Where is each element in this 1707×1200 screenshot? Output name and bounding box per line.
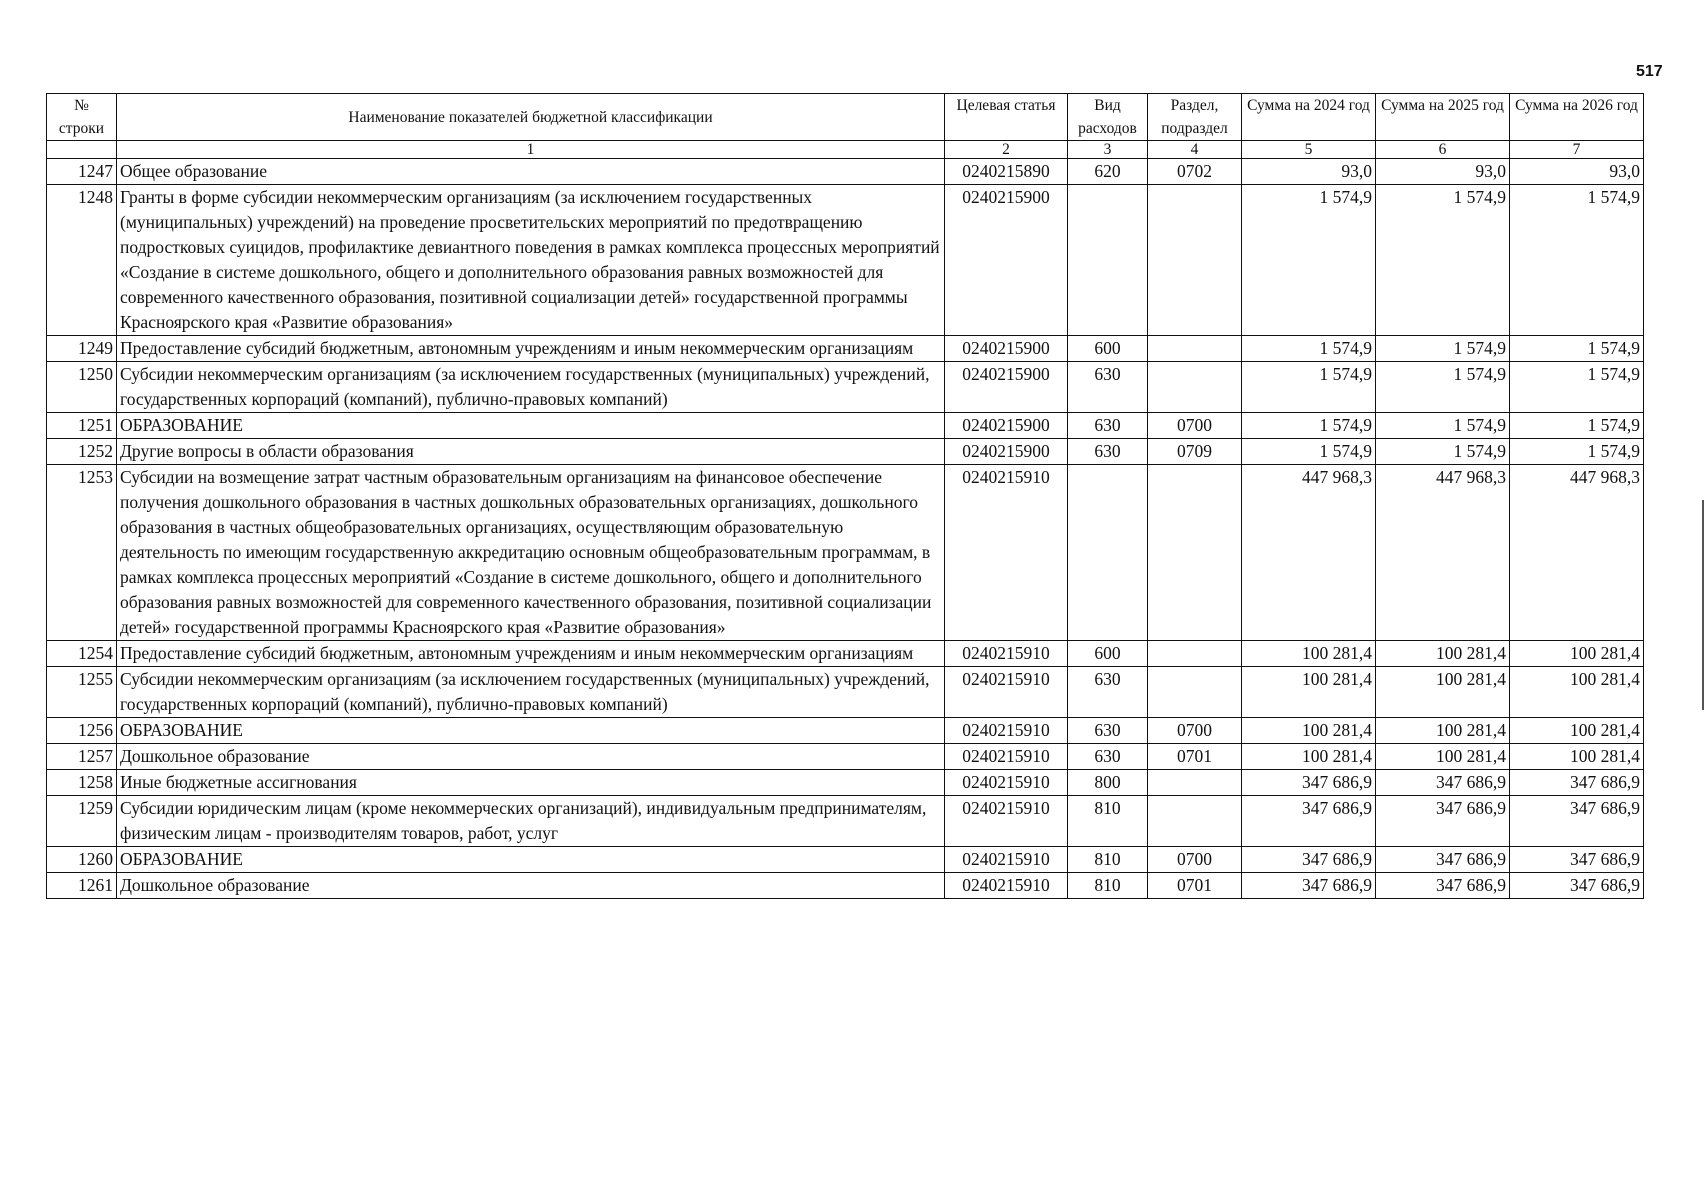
table-row [47,796,1644,847]
expense-type-cell: 810 [1068,796,1148,847]
row-name-cell: Иные бюджетные ассигнования [117,770,945,796]
sum-2025-cell: 447 968,3 [1376,465,1510,641]
column-number: 3 [1068,141,1148,159]
sum-2026-cell: 1 574,9 [1510,439,1644,465]
expense-type-cell [1068,465,1148,641]
expense-type-cell: 630 [1068,362,1148,413]
row-number-cell: 1260 [47,847,117,873]
budget-table-body [47,159,1644,899]
header-sum-2026: Сумма на 2026 год [1510,94,1644,141]
sum-2026-cell: 347 686,9 [1510,847,1644,873]
row-name-cell: Общее образование [117,159,945,185]
section-cell: 0701 [1148,744,1242,770]
scan-edge-line [1702,500,1704,710]
sum-2024-cell: 100 281,4 [1242,667,1376,718]
target-article-cell: 0240215900 [945,362,1068,413]
sum-2024-cell: 1 574,9 [1242,413,1376,439]
table-row [47,362,1644,413]
column-number: 6 [1376,141,1510,159]
expense-type-cell: 630 [1068,667,1148,718]
row-number-cell: 1256 [47,718,117,744]
sum-2024-cell: 1 574,9 [1242,362,1376,413]
sum-2025-cell: 1 574,9 [1376,336,1510,362]
sum-2026-cell: 100 281,4 [1510,718,1644,744]
sum-2024-cell: 347 686,9 [1242,770,1376,796]
row-number-cell: 1252 [47,439,117,465]
section-cell: 0700 [1148,847,1242,873]
table-row [47,744,1644,770]
header-row-no: № строки [47,94,117,141]
sum-2025-cell: 1 574,9 [1376,362,1510,413]
row-number-cell: 1255 [47,667,117,718]
row-number-cell: 1257 [47,744,117,770]
row-name-cell: Субсидии на возмещение затрат частным образовательным организациям на финансовое обеспечение получения дошкольного образования в частных дошкольных образовательных организациях, дошкольного образования в частных общеобразовательных организациях, осуществляющим образовательную деятельность по имеющим государственную аккредитацию основным общеобразовательным программам, в рамках комплекса процессных мероприятий «Создание в системе дошкольного, общего и дополнительного образования равных возможностей для современного качественного образования, позитивной социализации детей» государственной программы Красноярского края «Развитие образования» [117,465,945,641]
column-number [47,141,117,159]
sum-2025-cell: 1 574,9 [1376,439,1510,465]
row-number-cell: 1250 [47,362,117,413]
table-row [47,439,1644,465]
row-number-cell: 1261 [47,873,117,899]
expense-type-cell [1068,185,1148,336]
sum-2024-cell: 1 574,9 [1242,439,1376,465]
target-article-cell: 0240215910 [945,744,1068,770]
header-sum-2025: Сумма на 2025 год [1376,94,1510,141]
row-name-cell: ОБРАЗОВАНИЕ [117,847,945,873]
sum-2025-cell: 100 281,4 [1376,641,1510,667]
sum-2025-cell: 1 574,9 [1376,413,1510,439]
sum-2026-cell: 93,0 [1510,159,1644,185]
target-article-cell: 0240215900 [945,413,1068,439]
expense-type-cell: 630 [1068,413,1148,439]
sum-2025-cell: 347 686,9 [1376,873,1510,899]
row-name-cell: Дошкольное образование [117,873,945,899]
section-cell [1148,667,1242,718]
row-name-cell: Субсидии некоммерческим организациям (за исключением государственных (муниципальных) учреждений, государственных корпораций (компаний), публично-правовых компаний) [117,362,945,413]
table-row [47,641,1644,667]
target-article-cell: 0240215910 [945,770,1068,796]
sum-2025-cell: 93,0 [1376,159,1510,185]
sum-2026-cell: 1 574,9 [1510,362,1644,413]
section-cell [1148,185,1242,336]
column-number-row [47,141,1644,159]
sum-2026-cell: 1 574,9 [1510,336,1644,362]
sum-2026-cell: 100 281,4 [1510,667,1644,718]
row-name-cell: Предоставление субсидий бюджетным, автономным учреждениям и иным некоммерческим организациям [117,336,945,362]
header-target: Целевая статья [945,94,1068,141]
header-sum-2024: Сумма на 2024 год [1242,94,1376,141]
row-name-cell: Субсидии юридическим лицам (кроме некоммерческих организаций), индивидуальным предпринимателям, физическим лицам - производителям товаров, работ, услуг [117,796,945,847]
row-number-cell: 1259 [47,796,117,847]
row-number-cell: 1248 [47,185,117,336]
target-article-cell: 0240215900 [945,185,1068,336]
target-article-cell: 0240215910 [945,667,1068,718]
row-name-cell: Другие вопросы в области образования [117,439,945,465]
sum-2026-cell: 100 281,4 [1510,641,1644,667]
target-article-cell: 0240215910 [945,465,1068,641]
row-name-cell: Гранты в форме субсидии некоммерческим организациям (за исключением государственных (муниципальных) учреждений) на проведение просветительских мероприятий по предотвращению подростковых суицидов, профилактике девиантного поведения в рамках комплекса процессных мероприятий «Создание в системе дошкольного, общего и дополнительного образования равных возможностей для современного качественного образования, позитивной социализации детей» государственной программы Красноярского края «Развитие образования» [117,185,945,336]
target-article-cell: 0240215900 [945,439,1068,465]
sum-2024-cell: 447 968,3 [1242,465,1376,641]
sum-2026-cell: 347 686,9 [1510,796,1644,847]
target-article-cell: 0240215910 [945,718,1068,744]
table-row [47,718,1644,744]
row-name-cell: Предоставление субсидий бюджетным, автономным учреждениям и иным некоммерческим организациям [117,641,945,667]
row-number-cell: 1254 [47,641,117,667]
sum-2024-cell: 1 574,9 [1242,336,1376,362]
expense-type-cell: 630 [1068,718,1148,744]
sum-2026-cell: 347 686,9 [1510,873,1644,899]
row-number-cell: 1253 [47,465,117,641]
section-cell [1148,362,1242,413]
header-section: Раздел, подраздел [1148,94,1242,141]
section-cell: 0709 [1148,439,1242,465]
sum-2025-cell: 347 686,9 [1376,770,1510,796]
section-cell: 0702 [1148,159,1242,185]
row-number-cell: 1247 [47,159,117,185]
sum-2026-cell: 1 574,9 [1510,413,1644,439]
expense-type-cell: 600 [1068,641,1148,667]
expense-type-cell: 630 [1068,439,1148,465]
sum-2025-cell: 347 686,9 [1376,847,1510,873]
table-row [47,465,1644,641]
table-row [47,185,1644,336]
row-name-cell: ОБРАЗОВАНИЕ [117,413,945,439]
target-article-cell: 0240215890 [945,159,1068,185]
table-row [47,413,1644,439]
table-row [47,873,1644,899]
target-article-cell: 0240215900 [945,336,1068,362]
sum-2024-cell: 100 281,4 [1242,718,1376,744]
expense-type-cell: 620 [1068,159,1148,185]
row-name-cell: ОБРАЗОВАНИЕ [117,718,945,744]
sum-2025-cell: 1 574,9 [1376,185,1510,336]
target-article-cell: 0240215910 [945,641,1068,667]
header-expense-type: Вид расходов [1068,94,1148,141]
section-cell: 0700 [1148,413,1242,439]
row-name-cell: Субсидии некоммерческим организациям (за исключением государственных (муниципальных) учреждений, государственных корпораций (компаний), публично-правовых компаний) [117,667,945,718]
sum-2024-cell: 1 574,9 [1242,185,1376,336]
expense-type-cell: 630 [1068,744,1148,770]
column-number: 7 [1510,141,1644,159]
table-row [47,667,1644,718]
table-row [47,336,1644,362]
column-number: 1 [117,141,945,159]
row-name-cell: Дошкольное образование [117,744,945,770]
sum-2024-cell: 347 686,9 [1242,847,1376,873]
row-number-cell: 1251 [47,413,117,439]
row-number-cell: 1258 [47,770,117,796]
sum-2024-cell: 100 281,4 [1242,744,1376,770]
column-number: 5 [1242,141,1376,159]
section-cell [1148,796,1242,847]
section-cell [1148,770,1242,796]
section-cell: 0701 [1148,873,1242,899]
target-article-cell: 0240215910 [945,873,1068,899]
expense-type-cell: 600 [1068,336,1148,362]
sum-2026-cell: 347 686,9 [1510,770,1644,796]
sum-2026-cell: 447 968,3 [1510,465,1644,641]
row-number-cell: 1249 [47,336,117,362]
sum-2026-cell: 1 574,9 [1510,185,1644,336]
expense-type-cell: 810 [1068,873,1148,899]
table-row [47,159,1644,185]
page-number: 517 [1636,63,1663,80]
expense-type-cell: 810 [1068,847,1148,873]
sum-2024-cell: 93,0 [1242,159,1376,185]
column-number: 2 [945,141,1068,159]
header-row [47,94,1644,141]
section-cell: 0700 [1148,718,1242,744]
section-cell [1148,336,1242,362]
sum-2024-cell: 100 281,4 [1242,641,1376,667]
section-cell [1148,465,1242,641]
table-row [47,847,1644,873]
sum-2024-cell: 347 686,9 [1242,796,1376,847]
target-article-cell: 0240215910 [945,847,1068,873]
target-article-cell: 0240215910 [945,796,1068,847]
sum-2025-cell: 100 281,4 [1376,718,1510,744]
column-number: 4 [1148,141,1242,159]
budget-table [46,93,1644,899]
sum-2024-cell: 347 686,9 [1242,873,1376,899]
sum-2025-cell: 100 281,4 [1376,667,1510,718]
sum-2025-cell: 347 686,9 [1376,796,1510,847]
header-name: Наименование показателей бюджетной классификации [117,94,945,141]
expense-type-cell: 800 [1068,770,1148,796]
sum-2025-cell: 100 281,4 [1376,744,1510,770]
table-row [47,770,1644,796]
section-cell [1148,641,1242,667]
sum-2026-cell: 100 281,4 [1510,744,1644,770]
